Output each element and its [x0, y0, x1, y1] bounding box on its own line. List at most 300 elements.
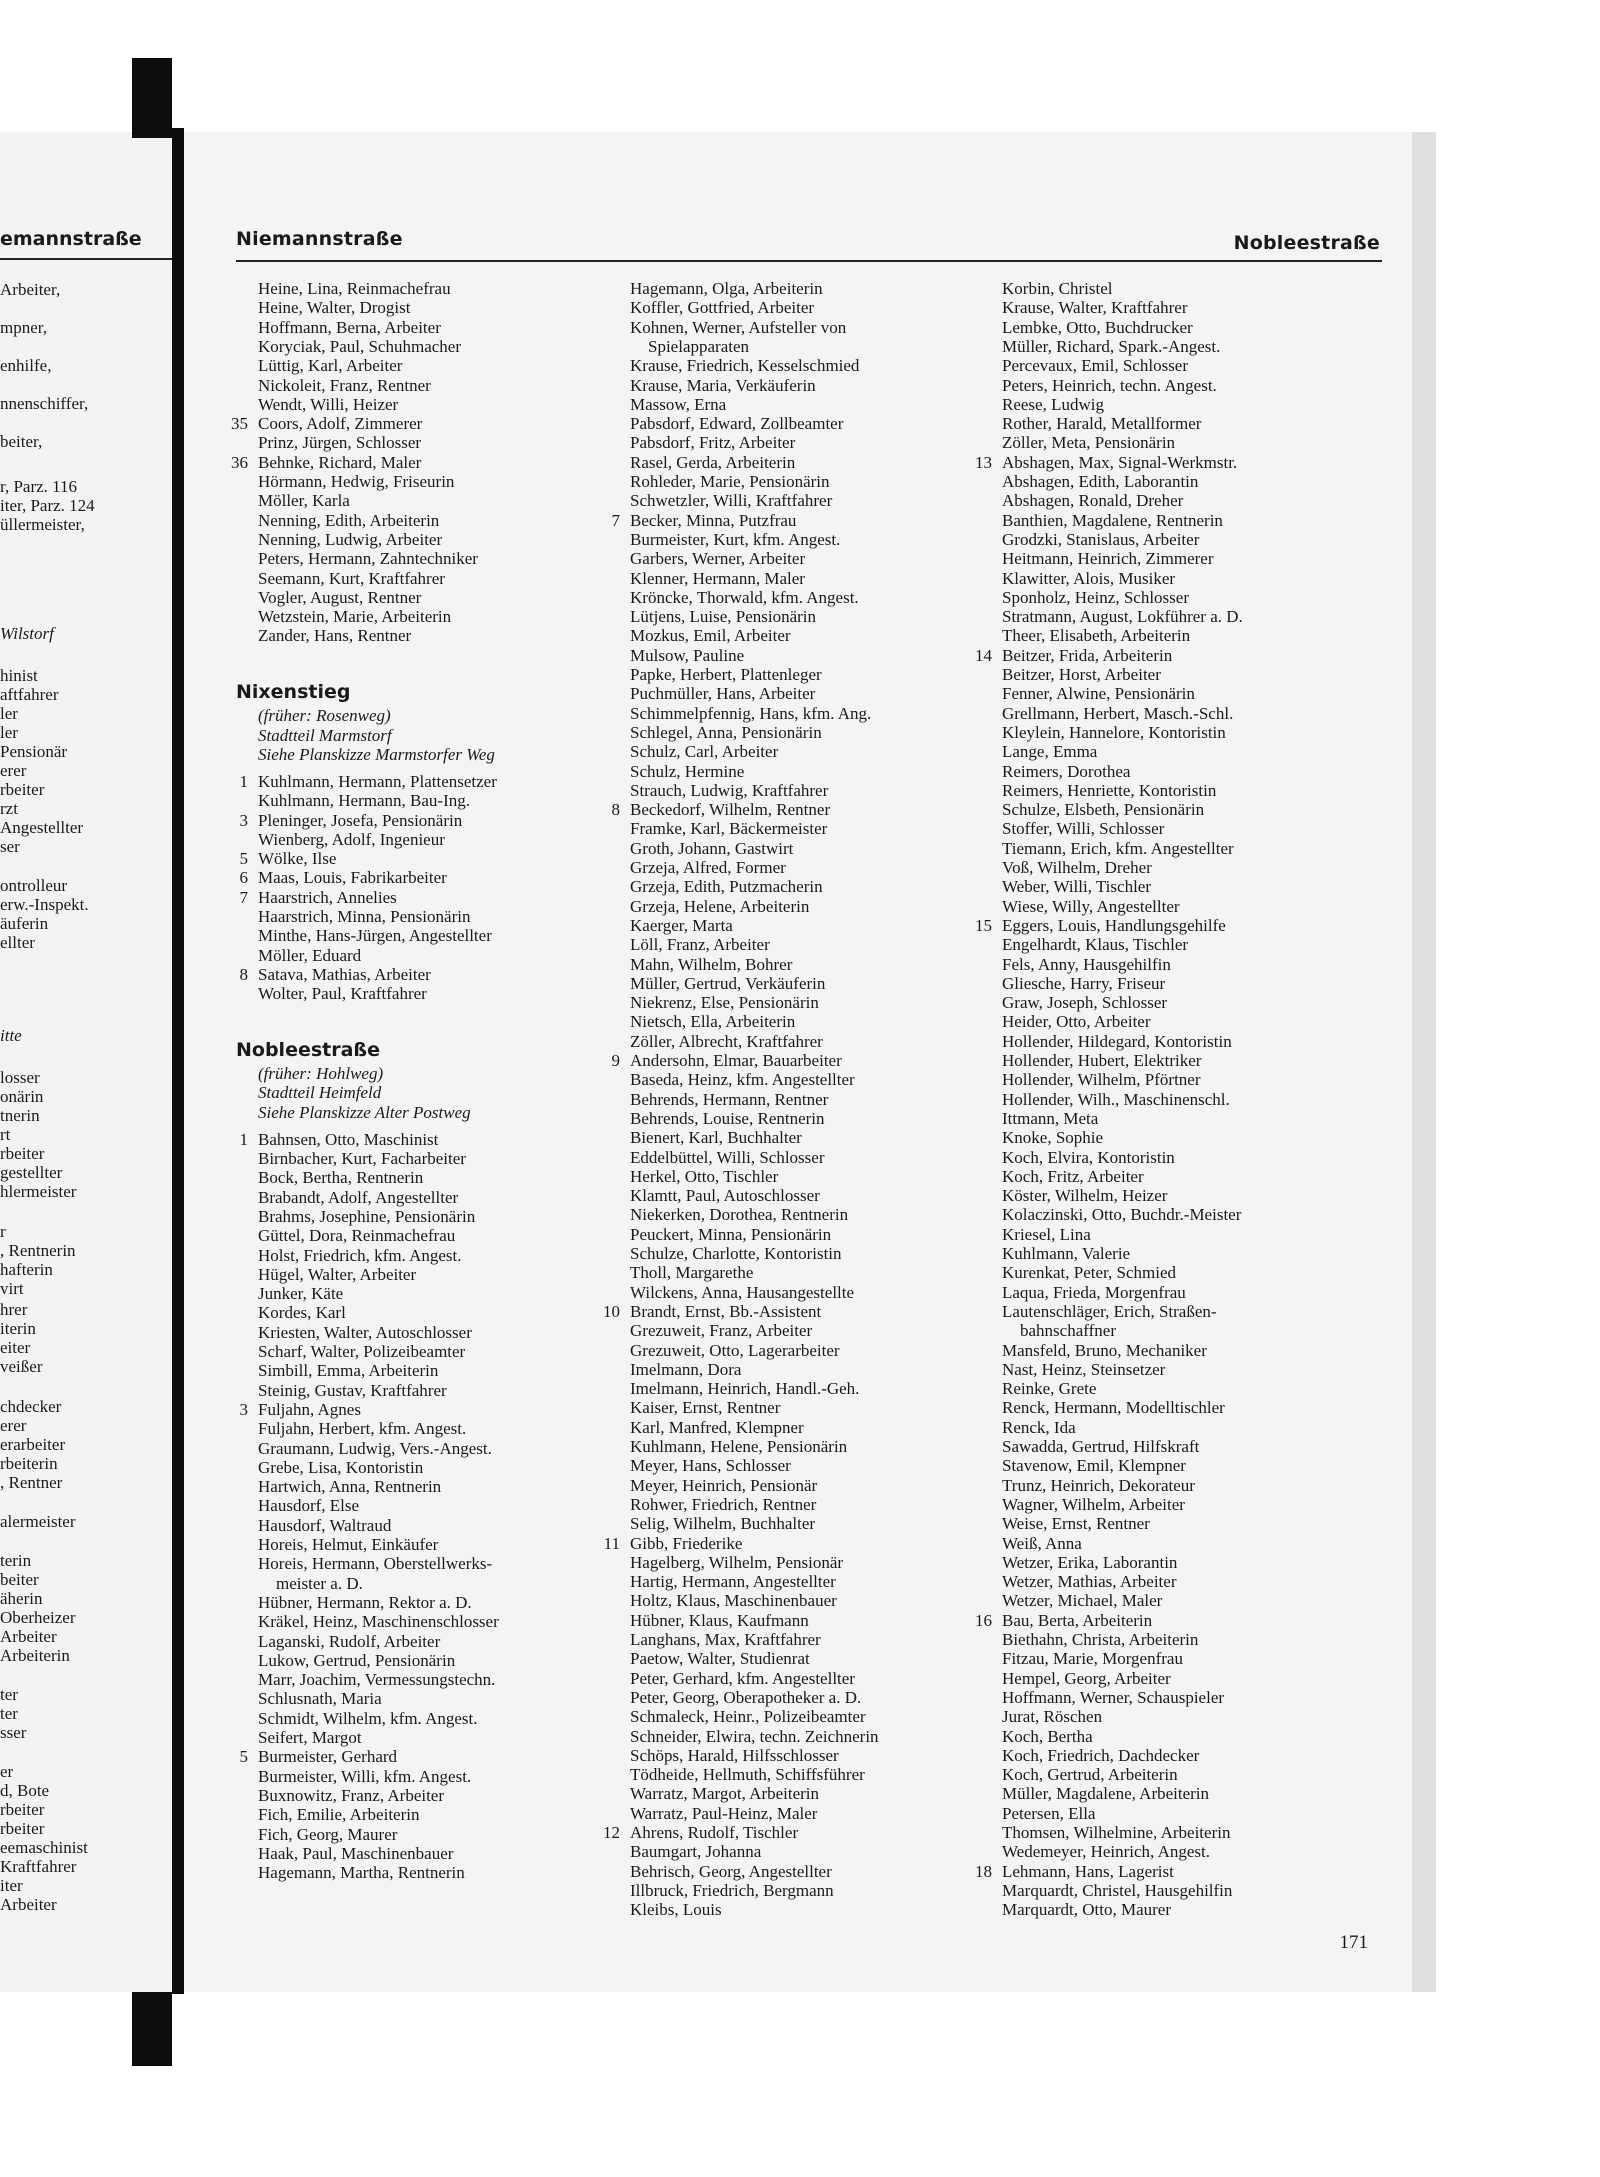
entry-text: Schulz, Carl, Arbeiter: [630, 742, 779, 762]
entry-text: Holtz, Klaus, Maschinenbauer: [630, 1591, 837, 1611]
entry-text: Wilckens, Anna, Hausangestellte: [630, 1282, 855, 1302]
entry-text: Korbin, Christel: [1002, 279, 1113, 298]
right-page: [184, 132, 1412, 1992]
entry-text: Junker, Käte: [258, 1284, 344, 1304]
entry-text: Groth, Johann, Gastwirt: [630, 838, 794, 858]
entry-text: Herkel, Otto, Tischler: [630, 1166, 779, 1186]
left-page-line: rbeiterin: [0, 1454, 58, 1473]
entry-text: Tiemann, Erich, kfm. Angestellter: [1002, 838, 1234, 858]
left-page-line: virt: [0, 1279, 24, 1298]
entry-text: Klamtt, Paul, Autoschlosser: [630, 1186, 820, 1206]
entry-text: Behrends, Hermann, Rentner: [630, 1089, 829, 1109]
left-page-line: r: [0, 1222, 6, 1241]
entry-text: Hartig, Hermann, Angestellter: [630, 1572, 836, 1592]
entry-text: Schulze, Charlotte, Kontoristin: [630, 1244, 842, 1263]
entry-text: Seifert, Margot: [258, 1728, 362, 1748]
entry-text: Möller, Karla: [258, 491, 350, 511]
house-number: 9: [611, 1051, 620, 1070]
entry-text: Meyer, Hans, Schlosser: [630, 1456, 791, 1476]
entry-text: Heider, Otto, Arbeiter: [1002, 1012, 1151, 1032]
entry-text: Horeis, Helmut, Einkäufer: [258, 1535, 439, 1555]
left-page-line: rbeiter: [0, 780, 45, 799]
running-head-left: Niemannstraße: [236, 228, 403, 250]
left-page-line: losser: [0, 1068, 40, 1087]
entry-text: Pabsdorf, Fritz, Arbeiter: [630, 433, 796, 453]
entry-text: Beitzer, Horst, Arbeiter: [1002, 665, 1161, 684]
entry-text: Mulsow, Pauline: [630, 645, 745, 665]
entry-text: Weise, Ernst, Rentner: [1002, 1514, 1150, 1534]
entry-text: Bau, Berta, Arbeiterin: [1002, 1610, 1153, 1630]
house-number: 15: [975, 915, 992, 935]
house-number: 36: [231, 452, 248, 472]
house-number: 6: [239, 868, 248, 888]
left-page-line: nnenschiffer,: [0, 394, 89, 413]
entry-text: Kuhlmann, Hermann, Plattensetzer: [258, 771, 497, 791]
entry-text: Paetow, Walter, Studienrat: [630, 1649, 810, 1669]
entry-text: Simbill, Emma, Arbeiterin: [258, 1361, 439, 1381]
entry-text: Kuhlmann, Helene, Pensionärin: [630, 1437, 848, 1456]
entry-text: Burmeister, Kurt, kfm. Angest.: [630, 529, 841, 549]
left-page-line: beiter,: [0, 432, 43, 451]
entry-text: Baumgart, Johanna: [630, 1842, 762, 1862]
entry-text: Behnke, Richard, Maler: [258, 452, 422, 472]
entry-text: Maas, Louis, Fabrikarbeiter: [258, 868, 447, 888]
entry-text: Schneider, Elwira, techn. Zeichnerin: [630, 1726, 879, 1746]
left-page-line: chdecker: [0, 1397, 62, 1416]
entry-text: Schulze, Elsbeth, Pensionärin: [1002, 800, 1205, 820]
left-page-line: hafterin: [0, 1260, 53, 1279]
entry-text: Kohnen, Werner, Aufsteller von: [630, 317, 847, 337]
entry-text: Reimers, Henriette, Kontoristin: [1002, 780, 1217, 800]
entry-text: Hagemann, Olga, Arbeiterin: [630, 279, 823, 298]
entry-text: Theer, Elisabeth, Arbeiterin: [1002, 626, 1191, 646]
left-page-line: Arbeiter: [0, 1895, 57, 1914]
entry-text: Reimers, Dorothea: [1002, 761, 1131, 781]
entry-text: (früher: Rosenweg): [258, 706, 391, 726]
entry-text: Siehe Planskizze Marmstorfer Weg: [258, 744, 495, 764]
entry-text: Schöps, Harald, Hilfsschlosser: [630, 1745, 839, 1765]
entry-text: Wiese, Willy, Angestellter: [1002, 896, 1180, 916]
entry-text: Wölke, Ilse: [258, 849, 337, 869]
house-number: 3: [239, 810, 248, 830]
entry-text: Hempel, Georg, Arbeiter: [1002, 1668, 1171, 1688]
entry-text: Tholl, Margarethe: [630, 1263, 754, 1283]
house-number: 5: [239, 849, 248, 869]
entry-text: Grzeja, Alfred, Former: [630, 858, 786, 877]
entry-text: Warratz, Margot, Arbeiterin: [630, 1784, 820, 1804]
entry-text: Stadtteil Heimfeld: [258, 1083, 382, 1103]
entry-text: Steinig, Gustav, Kraftfahrer: [258, 1380, 447, 1400]
entry-text: bahnschaffner: [1020, 1321, 1116, 1341]
left-page-line: Wilstorf: [0, 624, 54, 643]
entry-text: Hausdorf, Else: [258, 1496, 360, 1516]
entry-text: Reese, Ludwig: [1002, 394, 1104, 414]
left-page-line: ler: [0, 704, 18, 723]
left-page-line: äuferin: [0, 914, 49, 933]
left-page-line: beiter: [0, 1570, 39, 1589]
entry-text: Buxnowitz, Franz, Arbeiter: [258, 1785, 445, 1805]
entry-text: Fich, Emilie, Arbeiterin: [258, 1805, 420, 1825]
left-page-line: , Rentnerin: [0, 1241, 76, 1260]
entry-text: Koch, Fritz, Arbeiter: [1002, 1166, 1144, 1186]
entry-text: Ahrens, Rudolf, Tischler: [630, 1823, 799, 1842]
entry-text: Andersohn, Elmar, Bauarbeiter: [630, 1051, 842, 1070]
entry-text: Brahms, Josephine, Pensionärin: [258, 1206, 476, 1226]
entry-text: Kriesten, Walter, Autoschlosser: [258, 1322, 472, 1342]
entry-text: Coors, Adolf, Zimmerer: [258, 414, 423, 434]
entry-text: Hübner, Hermann, Rektor a. D.: [258, 1592, 472, 1612]
left-page-line: mpner,: [0, 318, 47, 337]
entry-text: Rohwer, Friedrich, Rentner: [630, 1494, 817, 1514]
binding-tape-bottom: [132, 1992, 172, 2066]
entry-text: Becker, Minna, Putzfrau: [630, 510, 797, 530]
entry-text: Fich, Georg, Maurer: [258, 1824, 398, 1844]
entry-text: Hoffmann, Werner, Schauspieler: [1002, 1687, 1225, 1707]
entry-text: Framke, Karl, Bäckermeister: [630, 819, 828, 839]
entry-text: Stadtteil Marmstorf: [258, 725, 392, 745]
entry-text: Tödheide, Hellmuth, Schiffsführer: [630, 1765, 865, 1785]
entry-text: meister a. D.: [276, 1573, 363, 1593]
entry-text: Beckedorf, Wilhelm, Rentner: [630, 800, 831, 820]
left-page-lines: [0, 132, 172, 1992]
entry-text: Abshagen, Ronald, Dreher: [1002, 491, 1184, 511]
entry-text: Grezuweit, Franz, Arbeiter: [630, 1321, 813, 1341]
entry-text: Rother, Harald, Metallformer: [1002, 414, 1202, 434]
left-page-line: erarbeiter: [0, 1435, 66, 1454]
entry-text: Grodzki, Stanislaus, Arbeiter: [1002, 529, 1200, 549]
entry-text: Eddelbüttel, Willi, Schlosser: [630, 1147, 825, 1167]
left-page-line: eemaschinist: [0, 1838, 88, 1857]
entry-text: Trunz, Heinrich, Dekorateur: [1002, 1475, 1195, 1495]
entry-text: Beitzer, Frida, Arbeiterin: [1002, 645, 1173, 665]
left-page-line: terin: [0, 1551, 32, 1570]
house-number: 7: [611, 510, 620, 530]
binding-strip: [172, 128, 184, 1994]
left-page-line: ler: [0, 723, 18, 742]
running-head-right: Nobleestraße: [1233, 232, 1380, 254]
left-page-line: gestellter: [0, 1163, 63, 1182]
entry-text: Kröncke, Thorwald, kfm. Angest.: [630, 587, 859, 607]
entry-text: Behrends, Louise, Rentnerin: [630, 1108, 825, 1128]
entry-text: Schlusnath, Maria: [258, 1689, 382, 1709]
entry-text: Pleninger, Josefa, Pensionärin: [258, 810, 463, 830]
entry-text: Biethahn, Christa, Arbeiterin: [1002, 1630, 1199, 1649]
entry-text: Bienert, Karl, Buchhalter: [630, 1128, 802, 1148]
entry-text: Abshagen, Max, Signal-Werkmstr.: [1002, 452, 1238, 472]
page-edge: [1412, 132, 1436, 1992]
entry-text: Rohleder, Marie, Pensionärin: [630, 472, 830, 491]
entry-text: Strauch, Ludwig, Kraftfahrer: [630, 780, 829, 800]
entry-text: Stratmann, August, Lokführer a. D.: [1002, 607, 1243, 627]
left-page-line: erer: [0, 761, 27, 780]
entry-text: Behrisch, Georg, Angestellter: [630, 1861, 832, 1881]
entry-text: Fels, Anny, Hausgehilfin: [1002, 954, 1171, 974]
entry-text: Scharf, Walter, Polizeibeamter: [258, 1342, 466, 1362]
house-number: 16: [975, 1610, 992, 1630]
entry-text: Spielapparaten: [648, 336, 750, 356]
house-number: 13: [975, 452, 992, 472]
entry-text: Hübner, Klaus, Kaufmann: [630, 1610, 809, 1630]
entry-text: Garbers, Werner, Arbeiter: [630, 549, 806, 569]
entry-text: Möller, Eduard: [258, 945, 362, 965]
entry-text: Wedemeyer, Heinrich, Angest.: [1002, 1842, 1211, 1862]
page-number: 171: [1339, 1932, 1368, 1953]
left-page-line: Kraftfahrer: [0, 1857, 77, 1876]
entry-text: Seemann, Kurt, Kraftfahrer: [258, 568, 445, 588]
entry-text: Koryciak, Paul, Schuhmacher: [258, 336, 461, 356]
entry-text: Reinke, Grete: [1002, 1379, 1097, 1399]
left-page-line: hlermeister: [0, 1182, 77, 1201]
entry-text: Klawitter, Alois, Musiker: [1002, 568, 1176, 588]
entry-text: Sawadda, Gertrud, Hilfskraft: [1002, 1437, 1200, 1456]
entry-text: (früher: Hohlweg): [258, 1064, 384, 1084]
entry-text: Hollender, Hubert, Elektriker: [1002, 1051, 1202, 1070]
entry-text: Weiß, Anna: [1002, 1533, 1082, 1553]
left-page-line: erer: [0, 1416, 27, 1435]
entry-text: Grezuweit, Otto, Lagerarbeiter: [630, 1340, 840, 1360]
entry-text: Grebe, Lisa, Kontoristin: [258, 1457, 424, 1477]
entry-text: Grzeja, Edith, Putzmacherin: [630, 877, 823, 897]
entry-text: Schmidt, Wilhelm, kfm. Angest.: [258, 1708, 478, 1728]
entry-text: Nenning, Edith, Arbeiterin: [258, 510, 440, 530]
entry-text: Bahnsen, Otto, Maschinist: [258, 1129, 439, 1149]
entry-text: Karl, Manfred, Klempner: [630, 1417, 804, 1437]
entry-text: Sponholz, Heinz, Schlosser: [1002, 587, 1189, 607]
entry-text: Langhans, Max, Kraftfahrer: [630, 1630, 821, 1649]
left-page-line: rbeiter: [0, 1819, 45, 1838]
entry-text: Graumann, Ludwig, Vers.-Angest.: [258, 1438, 492, 1458]
entry-text: Koch, Gertrud, Arbeiterin: [1002, 1765, 1178, 1785]
entry-text: Kleylein, Hannelore, Kontoristin: [1002, 722, 1226, 742]
entry-text: Abshagen, Edith, Laborantin: [1002, 472, 1199, 491]
entry-text: Imelmann, Dora: [630, 1359, 742, 1379]
left-page-fragment: [0, 132, 172, 1992]
entry-text: Löll, Franz, Arbeiter: [630, 935, 770, 955]
entry-text: Nickoleit, Franz, Rentner: [258, 375, 431, 395]
entry-text: Peter, Gerhard, kfm. Angestellter: [630, 1668, 855, 1688]
entry-text: Fuljahn, Agnes: [258, 1399, 361, 1419]
entry-text: Laqua, Frieda, Morgenfrau: [1002, 1282, 1186, 1302]
left-page-line: hinist: [0, 666, 38, 685]
entry-text: Minthe, Hans-Jürgen, Angestellter: [258, 926, 492, 946]
left-page-line: eiter: [0, 1338, 31, 1357]
left-page-line: iter: [0, 1876, 23, 1895]
entry-text: Koch, Friedrich, Dachdecker: [1002, 1745, 1200, 1765]
entry-text: Illbruck, Friedrich, Bergmann: [630, 1880, 834, 1900]
entry-text: Lütjens, Luise, Pensionärin: [630, 607, 817, 627]
entry-text: Hagelberg, Wilhelm, Pensionär: [630, 1552, 844, 1572]
left-page-header: emannstraße: [0, 228, 142, 250]
entry-text: Zöller, Albrecht, Kraftfahrer: [630, 1031, 823, 1051]
entry-text: Hörmann, Hedwig, Friseurin: [258, 472, 455, 491]
left-page-line: sser: [0, 1723, 27, 1742]
entry-text: Hartwich, Anna, Rentnerin: [258, 1477, 442, 1497]
entry-text: Nast, Heinz, Steinsetzer: [1002, 1359, 1166, 1379]
entry-text: Kordes, Karl: [258, 1303, 346, 1323]
entry-text: Schmaleck, Heinr., Polizeibeamter: [630, 1707, 866, 1727]
entry-text: Percevaux, Emil, Schlosser: [1002, 356, 1189, 376]
left-page-line: ser: [0, 837, 20, 856]
entry-text: Bock, Bertha, Rentnerin: [258, 1168, 424, 1188]
entry-text: Marquardt, Otto, Maurer: [1002, 1900, 1172, 1920]
entry-text: Marquardt, Christel, Hausgehilfin: [1002, 1880, 1233, 1900]
entry-text: Siehe Planskizze Alter Postweg: [258, 1102, 471, 1122]
entry-text: Niekerken, Dorothea, Rentnerin: [630, 1205, 849, 1225]
left-page-line: r, Parz. 116: [0, 477, 78, 496]
house-number: 8: [611, 800, 620, 820]
left-page-line: , Rentner: [0, 1473, 63, 1492]
entry-text: Klenner, Hermann, Maler: [630, 568, 805, 588]
entry-text: Kleibs, Louis: [630, 1900, 722, 1920]
entry-text: Knoke, Sophie: [1002, 1128, 1104, 1148]
house-number: 18: [975, 1861, 992, 1881]
entry-text: Haak, Paul, Maschinenbauer: [258, 1843, 454, 1863]
entry-text: Vogler, August, Rentner: [258, 587, 422, 607]
house-number: 11: [603, 1533, 620, 1553]
left-page-line: Pensionär: [0, 742, 68, 761]
entry-text: Kurenkat, Peter, Schmied: [1002, 1263, 1176, 1283]
left-page-line: Arbeiter: [0, 1627, 57, 1646]
left-page-line: enhilfe,: [0, 356, 52, 375]
entry-text: Fitzau, Marie, Morgenfrau: [1002, 1649, 1183, 1669]
entry-text: Lehmann, Hans, Lagerist: [1002, 1861, 1174, 1881]
entry-text: Peters, Hermann, Zahntechniker: [258, 549, 478, 569]
entry-text: Lüttig, Karl, Arbeiter: [258, 356, 403, 376]
street-heading: Nobleestraße: [236, 1039, 380, 1062]
entry-text: Hausdorf, Waltraud: [258, 1515, 392, 1535]
entry-text: Wienberg, Adolf, Ingenieur: [258, 829, 445, 849]
entry-text: Niekrenz, Else, Pensionärin: [630, 993, 819, 1013]
left-page-line: ontrolleur: [0, 876, 68, 895]
left-page-line: ellter: [0, 933, 35, 952]
entry-text: Jurat, Röschen: [1002, 1707, 1103, 1727]
left-page-line: rzt: [0, 799, 18, 818]
entry-text: Warratz, Paul-Heinz, Maler: [630, 1803, 818, 1823]
left-page-line: ter: [0, 1704, 18, 1723]
left-page-line: üllermeister,: [0, 515, 85, 534]
entry-text: Wolter, Paul, Kraftfahrer: [258, 984, 427, 1004]
entry-text: Laganski, Rudolf, Arbeiter: [258, 1631, 441, 1651]
entry-text: Krause, Friedrich, Kesselschmied: [630, 356, 860, 376]
entry-text: Heitmann, Heinrich, Zimmerer: [1002, 549, 1214, 569]
entry-text: Nietsch, Ella, Arbeiterin: [630, 1012, 796, 1032]
entry-text: Brandt, Ernst, Bb.-Assistent: [630, 1301, 822, 1321]
left-page-line: Arbeiter,: [0, 280, 61, 299]
entry-text: Lukow, Gertrud, Pensionärin: [258, 1650, 456, 1670]
entry-text: Selig, Wilhelm, Buchhalter: [630, 1514, 816, 1534]
entry-text: Engelhardt, Klaus, Tischler: [1002, 935, 1189, 955]
left-page-line: alermeister: [0, 1512, 76, 1531]
entry-text: Burmeister, Willi, kfm. Angest.: [258, 1766, 472, 1786]
entry-text: Kaiser, Ernst, Rentner: [630, 1398, 781, 1418]
entry-text: Peter, Georg, Oberapotheker a. D.: [630, 1687, 862, 1707]
entry-text: Satava, Mathias, Arbeiter: [258, 964, 431, 984]
left-page-line: tnerin: [0, 1106, 40, 1125]
entry-text: Kuhlmann, Hermann, Bau-Ing.: [258, 791, 470, 811]
house-number: 14: [975, 645, 992, 665]
entry-text: Zöller, Meta, Pensionärin: [1002, 433, 1176, 453]
entry-text: Brabandt, Adolf, Angestellter: [258, 1187, 459, 1207]
left-page-line: rt: [0, 1125, 11, 1144]
left-page-line: ter: [0, 1685, 18, 1704]
entry-text: Meyer, Heinrich, Pensionär: [630, 1475, 818, 1495]
entry-text: Grellmann, Herbert, Masch.-Schl.: [1002, 703, 1234, 723]
entry-text: Schulz, Hermine: [630, 761, 745, 781]
entry-text: Köster, Wilhelm, Heizer: [1002, 1186, 1168, 1206]
entry-text: Wagner, Wilhelm, Arbeiter: [1002, 1494, 1185, 1514]
entry-text: Schimmelpfennig, Hans, kfm. Ang.: [630, 703, 872, 723]
left-page-line: veißer: [0, 1357, 43, 1376]
left-page-line: hrer: [0, 1300, 28, 1319]
entry-text: Hoffmann, Berna, Arbeiter: [258, 317, 441, 337]
entry-text: Wetzer, Mathias, Arbeiter: [1002, 1572, 1177, 1592]
binding-tape-top: [132, 58, 172, 138]
entry-text: Zander, Hans, Rentner: [258, 626, 412, 646]
entry-text: Kaerger, Marta: [630, 915, 733, 935]
entry-text: Thomsen, Wilhelmine, Arbeiterin: [1002, 1823, 1231, 1842]
entry-text: Schwetzler, Willi, Kraftfahrer: [630, 491, 833, 511]
entry-text: Papke, Herbert, Plattenleger: [630, 665, 822, 684]
left-page-line: erw.-Inspekt.: [0, 895, 89, 914]
house-number: 1: [239, 1129, 248, 1149]
entry-text: Peters, Heinrich, techn. Angest.: [1002, 375, 1217, 395]
left-page-line: iterin: [0, 1319, 36, 1338]
entry-text: Kolaczinski, Otto, Buchdr.-Meister: [1002, 1205, 1242, 1225]
entry-text: Prinz, Jürgen, Schlosser: [258, 433, 422, 453]
left-page-line: itte: [0, 1026, 22, 1045]
entry-text: Kriesel, Lina: [1002, 1224, 1091, 1244]
left-page-line: Oberheizer: [0, 1608, 76, 1627]
left-page-line: rbeiter: [0, 1144, 45, 1163]
entry-text: Rasel, Gerda, Arbeiterin: [630, 452, 796, 472]
entry-text: Renck, Ida: [1002, 1417, 1076, 1437]
entry-text: Kuhlmann, Valerie: [1002, 1244, 1131, 1263]
entry-text: Wetzer, Erika, Laborantin: [1002, 1552, 1178, 1572]
entry-text: Wetzer, Michael, Maler: [1002, 1591, 1163, 1611]
entry-text: Baseda, Heinz, kfm. Angestellter: [630, 1070, 855, 1090]
left-page-line: iter, Parz. 124: [0, 496, 95, 515]
entry-text: Wetzstein, Marie, Arbeiterin: [258, 607, 452, 627]
entry-text: Nenning, Ludwig, Arbeiter: [258, 529, 443, 549]
left-page-line: Angestellter: [0, 818, 84, 837]
entry-text: Krause, Maria, Verkäuferin: [630, 375, 816, 395]
entry-text: Stavenow, Emil, Klempner: [1002, 1456, 1186, 1476]
house-number: 12: [603, 1823, 620, 1842]
left-page-line: Arbeiterin: [0, 1646, 70, 1665]
entry-text: Schlegel, Anna, Pensionärin: [630, 722, 822, 742]
entry-text: Mansfeld, Bruno, Mechaniker: [1002, 1340, 1207, 1360]
entry-text: Koch, Bertha: [1002, 1726, 1093, 1746]
house-number: 10: [603, 1301, 620, 1321]
entry-text: Birnbacher, Kurt, Facharbeiter: [258, 1149, 466, 1169]
entry-text: Graw, Joseph, Schlosser: [1002, 993, 1168, 1013]
entry-text: Renck, Hermann, Modelltischler: [1002, 1398, 1225, 1418]
entry-text: Krause, Walter, Kraftfahrer: [1002, 298, 1188, 318]
entry-text: Marr, Joachim, Vermessungstechn.: [258, 1670, 496, 1690]
entry-text: Heine, Walter, Drogist: [258, 298, 411, 318]
entry-text: Wendt, Willi, Heizer: [258, 394, 399, 414]
house-number: 7: [239, 887, 248, 907]
entry-text: Mahn, Wilhelm, Bohrer: [630, 954, 793, 974]
entry-text: Eggers, Louis, Handlungsgehilfe: [1002, 915, 1226, 935]
entry-text: Hagemann, Martha, Rentnerin: [258, 1863, 465, 1883]
entry-text: Puchmüller, Hans, Arbeiter: [630, 684, 816, 704]
entry-text: Holst, Friedrich, kfm. Angest.: [258, 1245, 462, 1265]
entry-text: Stoffer, Willi, Schlosser: [1002, 819, 1165, 839]
entry-text: Horeis, Hermann, Oberstellwerks-: [258, 1554, 493, 1574]
left-page-line: aftfahrer: [0, 685, 59, 704]
entry-text: Güttel, Dora, Reinmachefrau: [258, 1226, 456, 1246]
